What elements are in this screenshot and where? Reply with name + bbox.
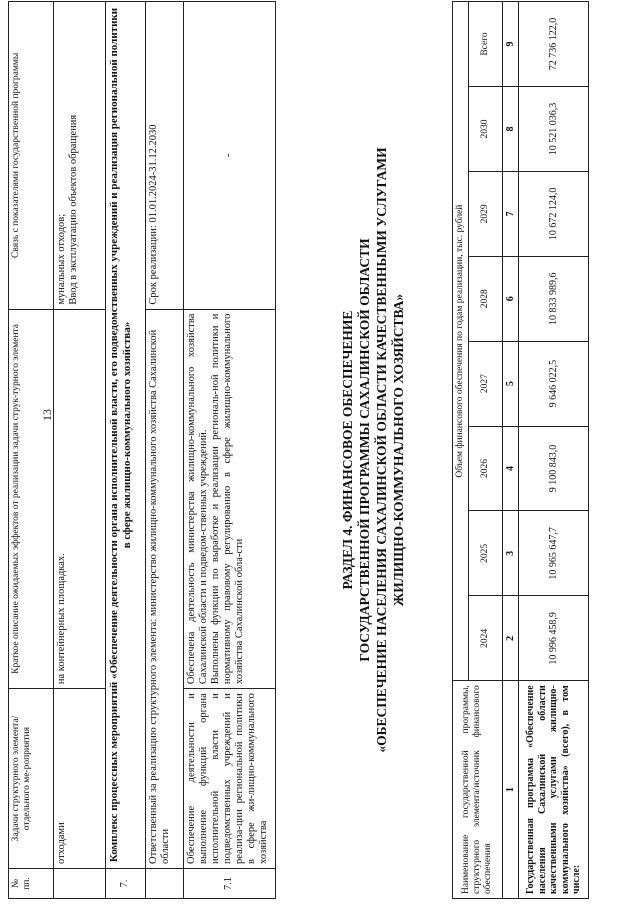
value-cell: 10 521 036,3 [519, 87, 589, 172]
table-row [54, 2, 106, 899]
responsible-row [146, 2, 184, 899]
period-text: Срок реализации: 01.01.2024-31.12.2030 [146, 2, 184, 310]
section-row [106, 2, 146, 899]
section-heading-line: ГОСУДАРСТВЕННОЙ ПРОГРАММЫ САХАЛИНСКОЙ ОБЛАСТИ [356, 238, 372, 662]
effect-line-1: Обеспечена деятельность министерства жилищно-коммунального хозяйства Сахалинской области и подведом-ственных учреждений. [186, 313, 210, 685]
header-effect: Краткое описание ожидаемых эффектов от реализации задачи струк-турного элемента [9, 309, 54, 689]
header-name: Наименование государственной программы, структурного элемента/источник финансового обеспечения [453, 681, 503, 899]
responsible-text: Ответственный за реализацию структурного элемента: министерство жилищно-коммунального хозяйства Сахалинской области [146, 309, 184, 868]
table-row [519, 2, 589, 899]
cell-empty [146, 869, 184, 899]
total-cell: 72 736 122,0 [519, 2, 589, 87]
col-number: 6 [502, 256, 519, 341]
col-number: 9 [502, 2, 519, 87]
header-year: 2028 [468, 256, 502, 341]
cell-empty [54, 869, 106, 899]
value-cell: 10 672 124,0 [519, 171, 589, 256]
header-total: Всего [468, 2, 502, 87]
section-title: Комплекс процессных мероприятий «Обеспечение деятельности органа исполнительной власти, его подведомственных учреждений и реализация региональной политики в сфере жилищно-коммунального хозяйства» [106, 2, 146, 869]
header-year: 2029 [468, 171, 502, 256]
header-year: 2027 [468, 341, 502, 426]
cell-task: отходами [54, 689, 106, 869]
table-header-row [9, 2, 54, 899]
table-header-row [453, 2, 469, 899]
header-number: № пп. [9, 869, 54, 899]
col-number: 5 [502, 341, 519, 426]
value-cell: 9 646 022,5 [519, 341, 589, 426]
header-volume: Объем финансового обеспечения по годам реализации, тыс. рублей [453, 2, 469, 681]
value-cell: 10 996 458,9 [519, 596, 589, 681]
cell-task: Обеспечение деятельности и выполнение функций органа исполнительной власти и подведомственных учреждений и реализа-ции региональной политики в сфере жи-лищно-коммунального хозяйства [184, 689, 276, 869]
section-heading [340, 1, 408, 899]
cell-link: мунальных отходов; Ввод в эксплуатацию объектов обращения [54, 2, 106, 310]
col-number: 7 [502, 171, 519, 256]
header-indicator-link: Связь с показателями государственной программы [9, 2, 54, 310]
program-name: Государственная программа «Обеспечение населения Сахалинской области качественными услугами жилищно-коммунального хозяйства» (всего), в том числе: [519, 681, 589, 899]
cell-effect [184, 309, 276, 689]
table-row [184, 2, 276, 899]
column-number-row [502, 2, 519, 899]
col-number: 4 [502, 426, 519, 511]
col-number: 3 [502, 511, 519, 596]
value-cell: 9 100 843,0 [519, 426, 589, 511]
value-cell: 10 833 989,6 [519, 256, 589, 341]
financing-table [452, 1, 589, 899]
structural-elements-table [8, 1, 276, 899]
cell-link: - [184, 2, 276, 310]
col-number: 2 [502, 596, 519, 681]
section-heading-line: РАЗДЕЛ 4. ФИНАНСОВОЕ ОБЕСПЕЧЕНИЕ [340, 310, 355, 590]
cell-effect: на контейнерных площадках. [54, 309, 106, 689]
col-number: 8 [502, 87, 519, 172]
header-year: 2030 [468, 87, 502, 172]
page-number: 13 [40, 409, 54, 421]
section-number: 7. [106, 869, 146, 899]
header-year: 2025 [468, 511, 502, 596]
header-year: 2024 [468, 596, 502, 681]
section-heading-line: ЖИЛИЩНО-КОММУНАЛЬНОГО ХОЗЯЙСТВА» [390, 293, 406, 607]
header-task: Задачи структурного элемента/ отдельного ме-роприятия [9, 689, 54, 869]
row-number: 7.1 [184, 869, 276, 899]
section-heading-line: «ОБЕСПЕЧЕНИЕ НАСЕЛЕНИЯ САХАЛИНСКОЙ ОБЛАСТИ КАЧЕСТВЕННЫМИ УСЛУГАМИ [373, 147, 389, 753]
col-number: 1 [502, 681, 519, 899]
header-year: 2026 [468, 426, 502, 511]
effect-line-2: Выполнены функции по выработке и реализации региональ-ной политики и нормативному правовому регулированию в сфере жилищно-коммунального хозяйства Сахалинской обла-сти [210, 313, 246, 685]
value-cell: 10 965 647,7 [519, 511, 589, 596]
